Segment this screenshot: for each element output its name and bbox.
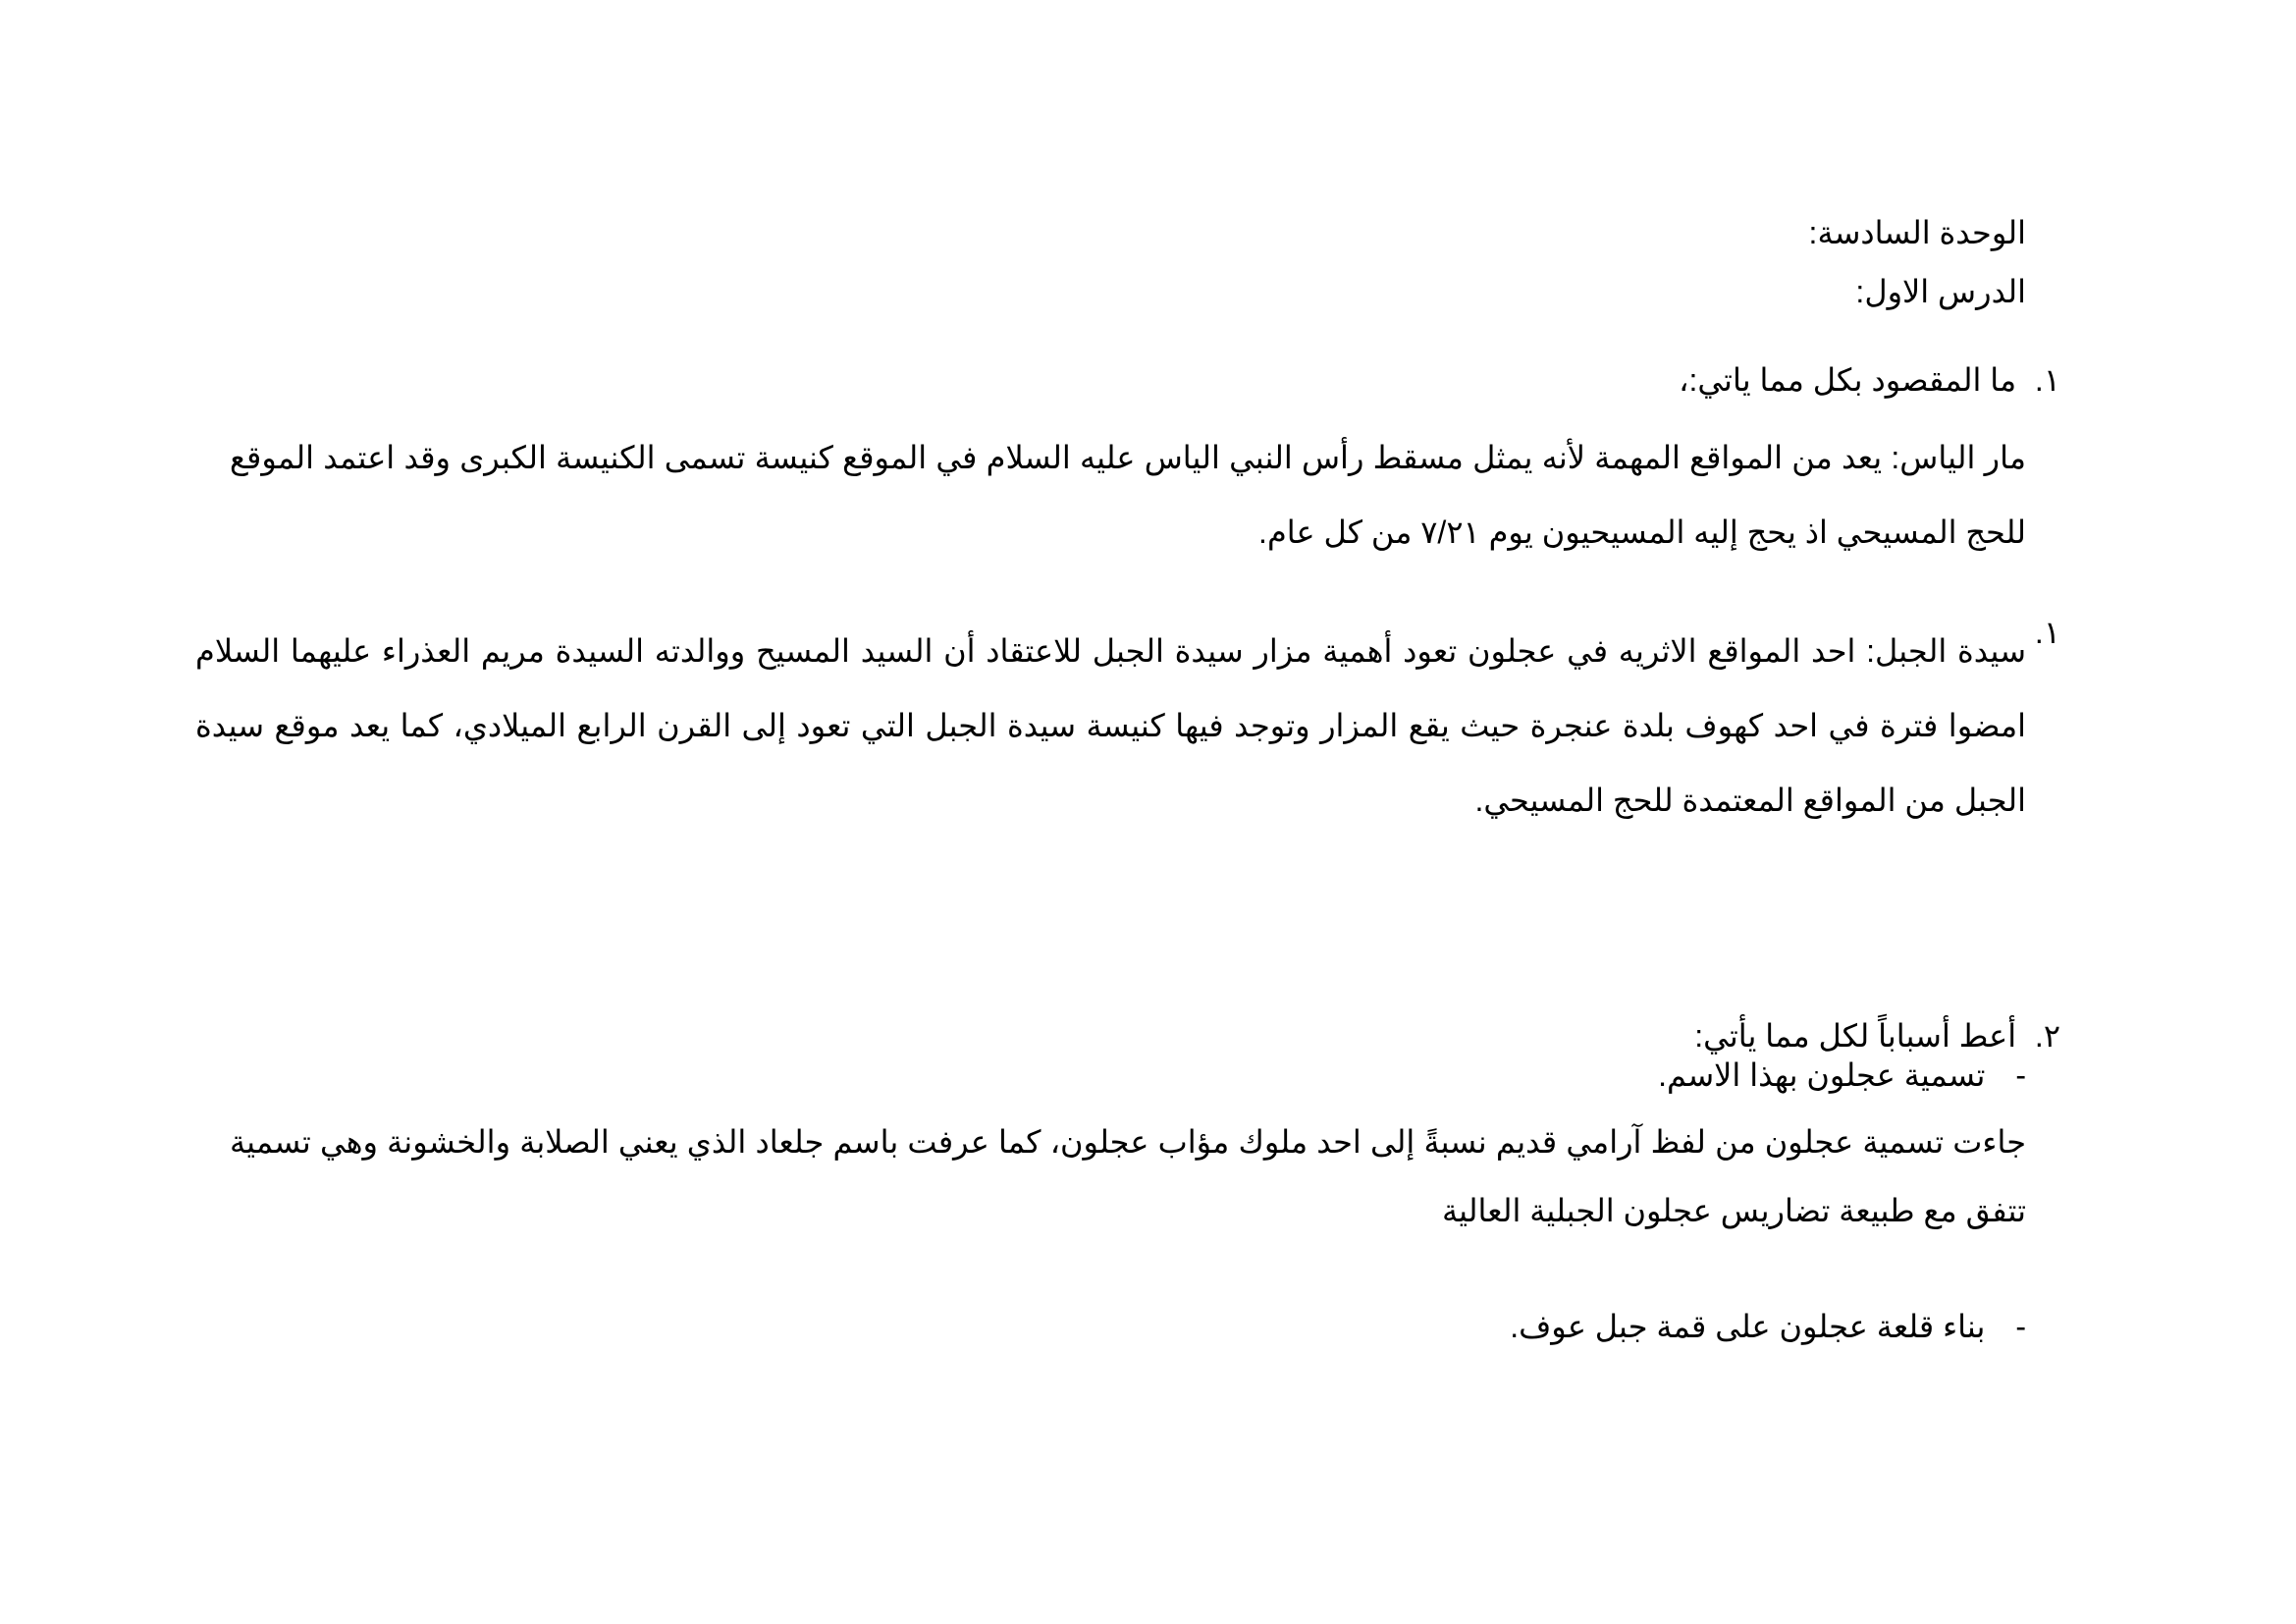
question-2-item-1-text: تسمية عجلون بهذا الاسم. (1658, 1057, 1986, 1093)
definition-2-text: سيدة الجبل: احد المواقع الاثريه في عجلون تعود أهمية مزار سيدة الجبل للاعتقاد أن السيد المسيح ووالدته السيدة مريم العذراء عليهما السلام امضوا فترة في احد كهوف بلدة عنجرة حيث يقع المزار وتوجد فيها كنيسة سيدة الجبل التي تعود إلى القرن الرابع الميلادي، كما يعد موقع سيدة الجبل من المواقع المعتمدة للحج المسيحي. (195, 633, 2027, 818)
lesson-title: الدرس الاول: (1855, 274, 2026, 309)
question-1-heading (1679, 361, 2060, 399)
question-1-number: ١. (2034, 362, 2060, 398)
question-2-heading (1694, 1017, 2060, 1055)
definition-2-number: ١. (2034, 615, 2060, 650)
unit-title: الوحدة السادسة: (1808, 215, 2026, 250)
question-2-item-2-text: بناء قلعة عجلون على قمة جبل عوف. (1510, 1309, 1986, 1344)
bullet-dash: - (2015, 1057, 2026, 1093)
question-2-text: أعط أسباباً لكل مما يأتي: (1694, 1018, 2017, 1054)
question-2-number: ٢. (2034, 1018, 2060, 1054)
question-2-item-2 (1510, 1308, 2026, 1345)
bullet-dash: - (2015, 1309, 2026, 1344)
question-1-text: ما المقصود بكل مما ياتي:، (1679, 362, 2017, 398)
definition-mar-elias: مار الياس: يعد من المواقع المهمة لأنه يمثل مسقط رأس النبي الياس عليه السلام في الموقع كنيسة تسمى الكنيسة الكبرى وقد اعتمد الموقع للحج المسيحي اذ يحج إليه المسيحيون يوم ٧/٢١ من كل عام. (230, 440, 2026, 550)
question-2-item-1-answer: جاءت تسمية عجلون من لفظ آرامي قديم نسبةً إلى احد ملوك مؤاب عجلون، كما عرفت باسم جلعاد الذي يعني الصلابة والخشونة وهي تسمية تتفق مع طبيعة تضاريس عجلون الجبلية العالية (230, 1124, 2026, 1228)
question-2-item-1 (1658, 1056, 2026, 1094)
